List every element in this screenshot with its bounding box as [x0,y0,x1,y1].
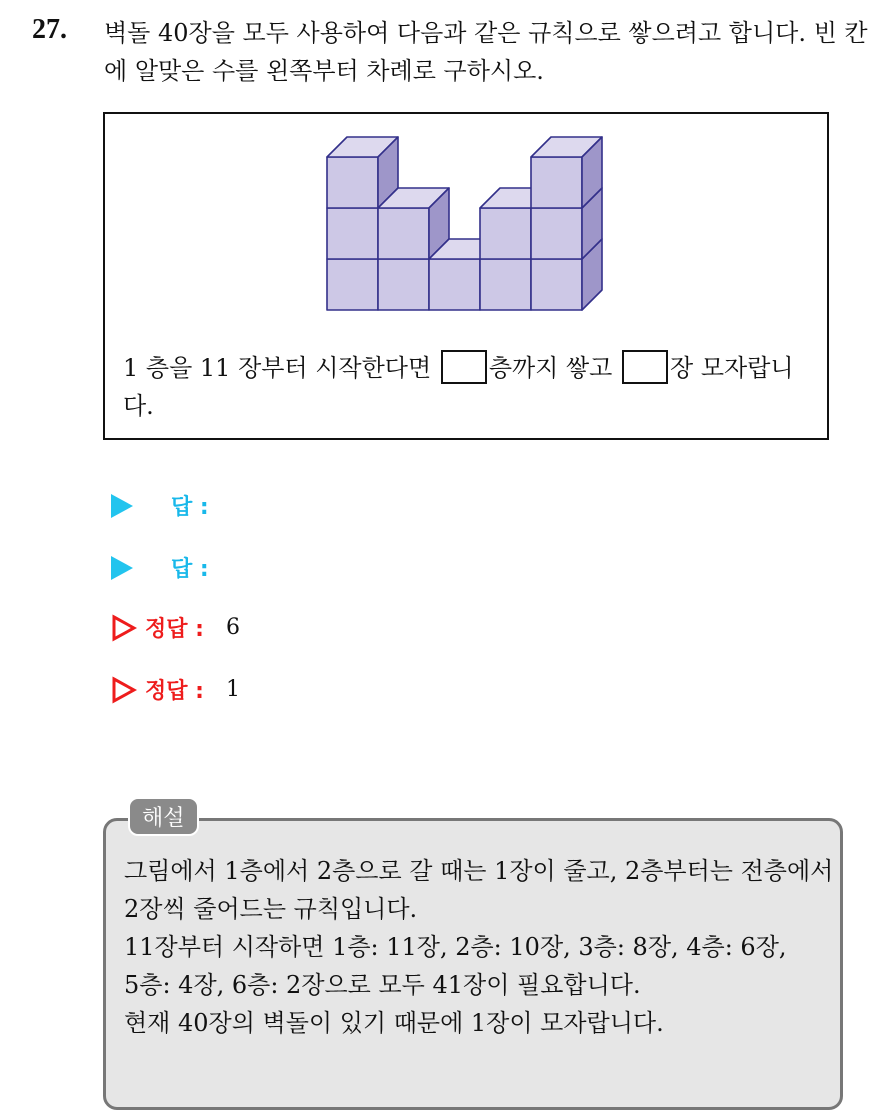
filled-triangle-icon [111,556,133,580]
question-text: 벽돌 40장을 모두 사용하여 다음과 같은 규칙으로 쌓으려고 합니다. 빈 칸에 알맞은 수를 왼쪽부터 차례로 구하시오. [104,19,868,85]
brick-face [327,157,378,208]
blank-box-2 [622,350,668,384]
sentence-part-1: 1 층을 11 장부터 시작한다면 [123,354,432,382]
brick-stack-figure [105,114,827,344]
explanation-tag: 해설 [128,797,199,836]
correct-label: 정답 : [145,617,204,642]
sentence-part-3: 장 모자랍니다. [123,354,794,420]
brick-face [480,208,531,259]
outline-triangle-icon [111,676,137,704]
fill-in-sentence [123,349,823,425]
explanation-line: 그림에서 1층에서 2층으로 갈 때는 1장이 줄고, 2층부터는 전층에서 2장씩 줄어드는 규칙입니다. [124,857,834,923]
blank-box-1 [441,350,487,384]
question-figure-box [103,112,829,440]
explanation-text [124,852,834,1042]
sentence-part-2: 층까지 쌓고 [488,354,613,382]
brick-face [378,208,429,259]
correct-row-1 [111,612,240,643]
filled-triangle-icon [111,494,133,518]
explanation-line: 11장부터 시작하면 1층: 11장, 2층: 10장, 3층: 8장, 4층: 6장, [124,933,787,961]
explanation-line: 현재 40장의 벽돌이 있기 때문에 1장이 모자랍니다. [124,1009,664,1037]
brick-face [531,259,582,310]
outline-triangle-icon [111,614,137,642]
brick-face [327,208,378,259]
brick-face [378,259,429,310]
explanation-line: 5층: 4장, 6층: 2장으로 모두 41장이 필요합니다. [124,971,641,999]
question-number: 27. [32,14,67,45]
correct-value: 1 [225,677,240,702]
brick-face [429,259,480,310]
brick-face [531,157,582,208]
answer-label: 답 : [171,495,209,520]
brick-face [531,208,582,259]
brick-face [327,259,378,310]
answer-row-1 [111,490,209,521]
correct-label: 정답 : [145,679,204,704]
answer-label: 답 : [171,557,209,582]
brick-face [480,259,531,310]
correct-row-2 [111,674,240,705]
correct-value: 6 [225,615,240,640]
answer-row-2 [111,552,209,583]
